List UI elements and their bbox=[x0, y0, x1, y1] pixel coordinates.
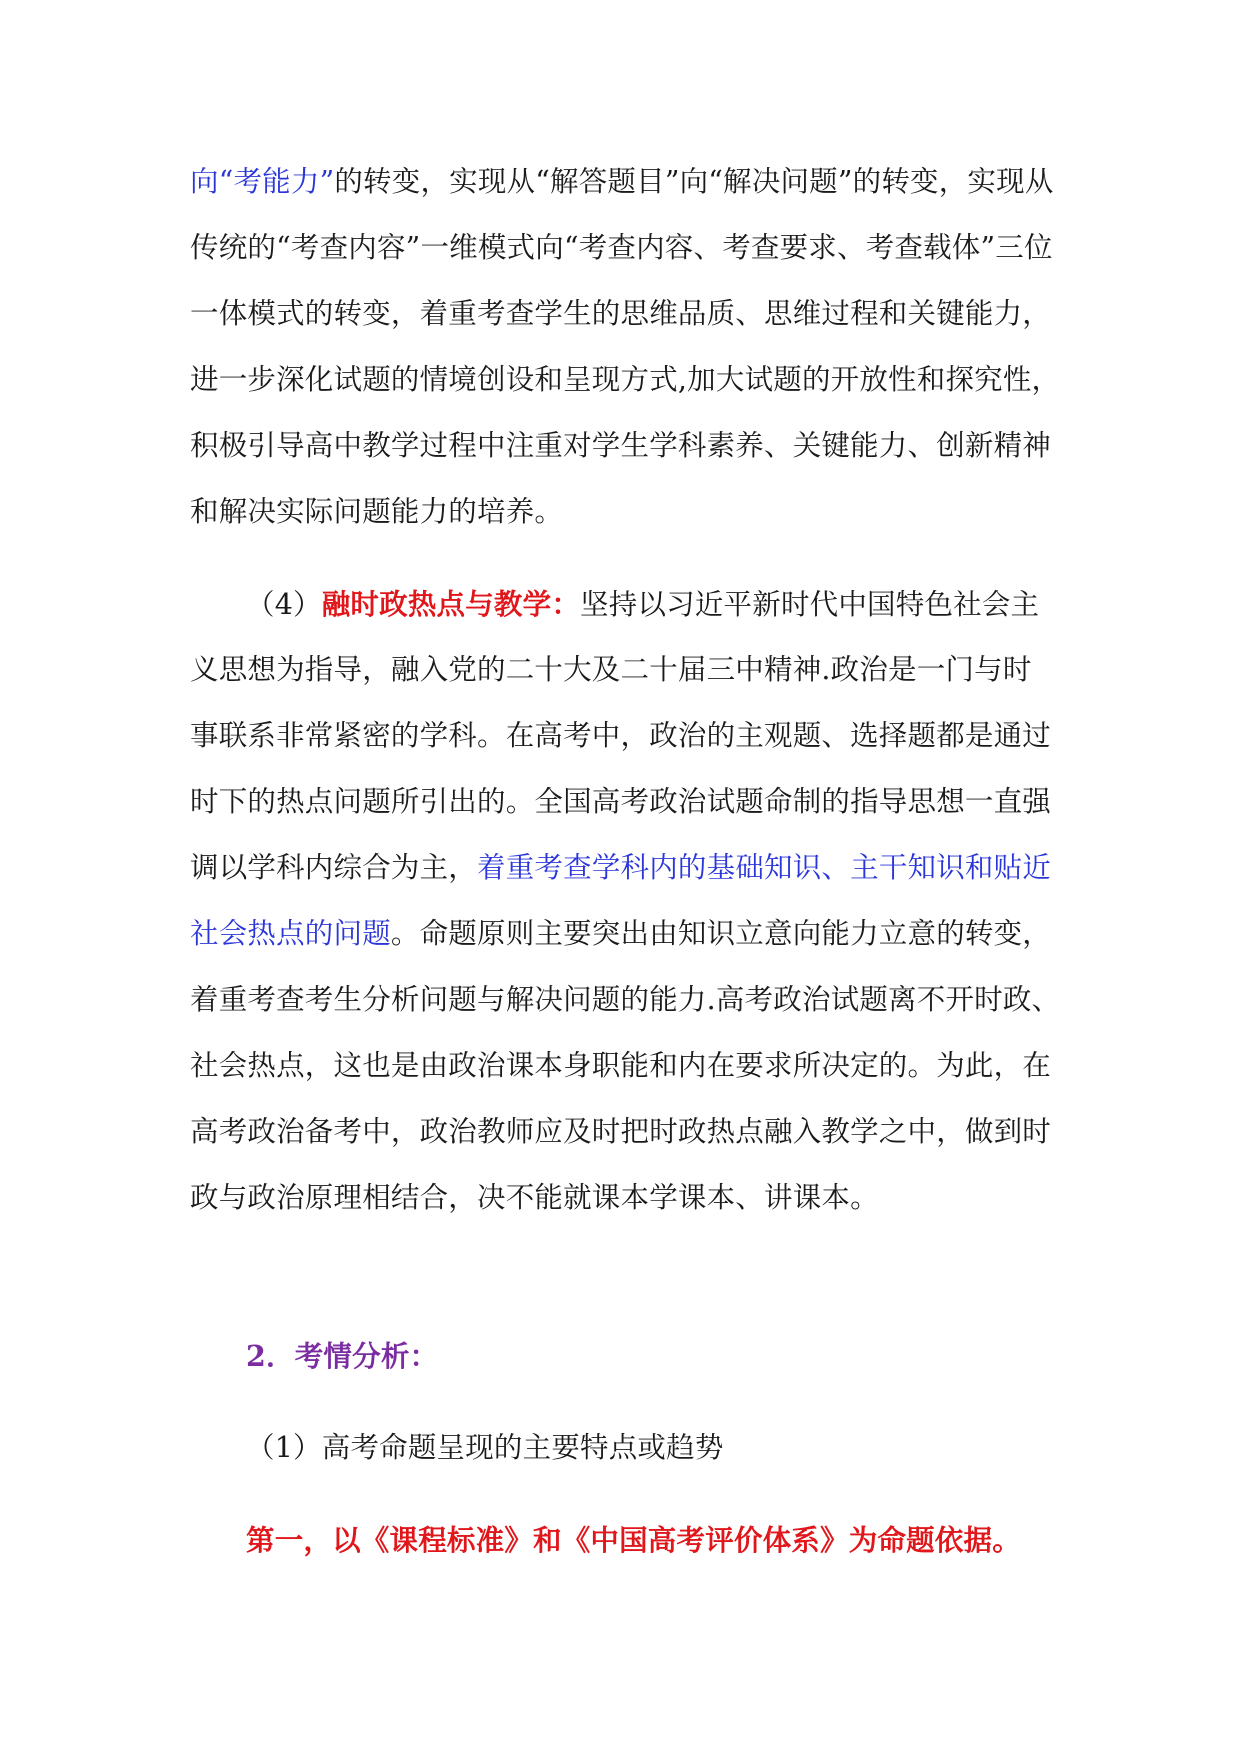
paragraph2-line8: 社会热点，这也是由政治课本身职能和内在要求所决定的。为此，在 bbox=[190, 1049, 1052, 1082]
paragraph2-line9: 高考政治备考中，政治教师应及时把时政热点融入教学之中，做到时 bbox=[190, 1115, 1052, 1148]
paragraph2-red-heading: 融时政热点与教学： bbox=[321, 587, 581, 621]
paragraph2-line6-text: 。命题原则主要突出由知识立意向能力立意的转变， bbox=[390, 917, 1052, 950]
paragraph1-line2: 传统的“考查内容”一维模式向“考查内容、考查要求、考查载体”三位 bbox=[190, 231, 1053, 264]
paragraph2-line7: 着重考查考生分析问题与解决问题的能力.高考政治试题离不开时政、 bbox=[190, 983, 1061, 1016]
paragraph1-line1-text: 的转变，实现从“解答题目”向“解决问题”的转变，实现从 bbox=[334, 165, 1054, 198]
paragraph1-line1-highlight: 向“考能力” bbox=[190, 165, 335, 198]
paragraph1-line6: 和解决实际问题能力的培养。 bbox=[190, 495, 564, 528]
paragraph2-line1-text: 坚持以习近平新时代中国特色社会主 bbox=[580, 588, 1040, 621]
section2-first-point: 第一，以《课程标准》和《中国高考评价体系》为命题依据。 bbox=[246, 1523, 1021, 1557]
paragraph1-line3: 一体模式的转变，着重考查学生的思维品质、思维过程和关键能力， bbox=[190, 297, 1052, 330]
paragraph2-line5-text: 调以学科内综合为主， bbox=[190, 851, 478, 884]
paragraph1-line5: 积极引导高中教学过程中注重对学生学科素养、关键能力、创新精神 bbox=[190, 429, 1052, 462]
paragraph1-line4: 进一步深化试题的情境创设和呈现方式,加大试题的开放性和探究性， bbox=[190, 363, 1061, 396]
paragraph2-line6 bbox=[190, 914, 1070, 954]
paragraph2-line1 bbox=[246, 584, 1126, 625]
paragraph2-line6-highlight: 社会热点的问题 bbox=[190, 917, 391, 950]
section2-subheading: （1）高考命题呈现的主要特点或趋势 bbox=[246, 1431, 724, 1464]
paragraph2-line5-highlight: 着重考查学科内的基础知识、主干知识和贴近 bbox=[477, 851, 1052, 884]
paragraph2-line4: 时下的热点问题所引出的。全国高考政治试题命制的指导思想一直强 bbox=[190, 785, 1052, 818]
section2-heading: 2．考情分析： bbox=[246, 1339, 439, 1373]
paragraph1-line1 bbox=[190, 162, 1070, 202]
paragraph2-line2: 义思想为指导，融入党的二十大及二十届三中精神.政治是一门与时 bbox=[190, 653, 1032, 686]
paragraph2-line3: 事联系非常紧密的学科。在高考中，政治的主观题、选择题都是通过 bbox=[190, 719, 1052, 752]
paragraph2-item-number: （4） bbox=[246, 588, 322, 621]
paragraph2-line10: 政与政治原理相结合，决不能就课本学课本、讲课本。 bbox=[190, 1181, 879, 1214]
paragraph2-line5 bbox=[190, 848, 1070, 888]
